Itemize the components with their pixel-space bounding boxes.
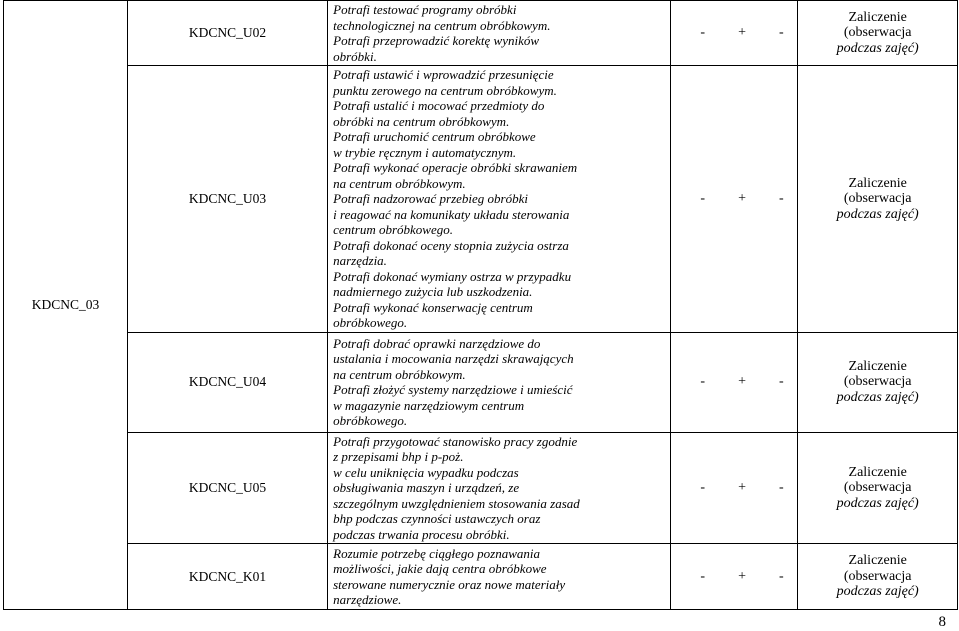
description-line: możliwości, jakie dają centra obróbkowe — [333, 561, 547, 576]
description-line: Potrafi nadzorować przebieg obróbki — [333, 191, 528, 206]
mark-symbol: - — [779, 25, 784, 40]
assessment-method-cell — [798, 332, 958, 432]
description-line: Potrafi wykonać operacje obróbki skrawaniem — [333, 160, 578, 175]
description-line: w trybie ręcznym i automatycznym. — [333, 144, 517, 160]
description-line: Potrafi złożyć systemy narzędziowe i umieścić — [333, 382, 573, 397]
outcome-description-cell — [328, 66, 671, 333]
description-line: punktu zerowego na centrum obróbkowym. — [333, 82, 557, 98]
marks-cell — [670, 332, 798, 432]
outcome-code-cell: KDCNC_U04 — [128, 332, 328, 432]
mark-symbol: + — [738, 190, 746, 206]
description-line: Rozumie potrzebę ciągłego poznawania — [333, 545, 541, 561]
description-line: obróbki. — [333, 48, 377, 64]
description-line: na centrum obróbkowym. — [333, 175, 466, 191]
mark-symbol: - — [700, 374, 705, 389]
outcome-row — [4, 432, 958, 544]
outcome-code-cell: KDCNC_U03 — [128, 66, 328, 333]
outcome-row — [4, 544, 958, 610]
mark-symbol: + — [738, 374, 746, 389]
description-line: i reagować na komunikaty układu sterowania — [333, 206, 570, 222]
marks-cell — [670, 544, 798, 610]
mark-symbol: + — [738, 568, 746, 584]
outcome-row — [4, 332, 958, 432]
assessment-line: (obserwacja — [843, 568, 912, 584]
assessment-method-cell — [798, 544, 958, 610]
description-line: Potrafi testować programy obróbki — [333, 2, 517, 17]
assessment-method-cell — [798, 432, 958, 544]
assessment-method-cell — [798, 66, 958, 333]
assessment-line: Zaliczenie — [848, 464, 907, 480]
outcome-description-cell — [328, 432, 671, 544]
assessment-line: Zaliczenie — [848, 175, 907, 191]
outcome-row — [4, 66, 958, 333]
outcome-description-cell — [328, 544, 671, 610]
outcome-description-cell — [328, 1, 671, 66]
assessment-line: Zaliczenie — [848, 553, 907, 569]
mark-symbol: - — [779, 568, 784, 584]
description-line: z przepisami bhp i p-poż. — [333, 449, 464, 464]
description-line: w celu uniknięcia wypadku podczas — [333, 464, 519, 480]
assessment-line: podczas zajęć) — [836, 495, 919, 511]
description-line: narzędzia. — [333, 253, 387, 268]
description-line: obsługiwania maszyn i urządzeń, ze — [333, 480, 520, 495]
mark-symbol: - — [779, 479, 784, 495]
description-line: Potrafi dokonać oceny stopnia zużycia ostrza — [333, 237, 569, 253]
assessment-line: podczas zajęć) — [836, 206, 919, 222]
page-number: 8 — [938, 614, 946, 630]
description-line: centrum obróbkowego. — [333, 222, 453, 237]
description-line: podczas trwania procesu obróbki. — [333, 526, 510, 542]
outcome-row — [4, 1, 958, 66]
description-line: Potrafi dokonać wymiany ostrza w przypadku — [333, 268, 572, 284]
description-line: Potrafi wykonać konserwację centrum — [333, 299, 533, 315]
mark-symbol: - — [700, 568, 705, 584]
learning-outcomes-table — [3, 0, 958, 610]
description-line: obróbki na centrum obróbkowym. — [333, 113, 510, 129]
assessment-line: (obserwacja — [843, 25, 912, 41]
description-line: technologicznej na centrum obróbkowym. — [333, 17, 551, 33]
outcome-code-cell: KDCNC_K01 — [128, 544, 328, 610]
assessment-line: Zaliczenie — [848, 358, 907, 374]
outcome-description-cell — [328, 332, 671, 432]
assessment-line: (obserwacja — [843, 191, 912, 206]
assessment-line: (obserwacja — [843, 480, 912, 495]
marks-cell — [670, 432, 798, 544]
assessment-line: podczas zajęć) — [836, 40, 919, 56]
description-line: na centrum obróbkowym. — [333, 366, 466, 382]
description-line: narzędziowe. — [333, 592, 402, 607]
description-line: Potrafi ustalić i mocować przedmioty do — [333, 98, 545, 113]
description-line: bhp podczas czynności ustawczych oraz — [333, 511, 541, 526]
unit-code-cell: KDCNC_03 — [4, 1, 128, 610]
assessment-line: Zaliczenie — [848, 9, 907, 25]
mark-symbol: - — [779, 374, 784, 389]
description-line: nadmiernego zużycia lub uszkodzenia. — [333, 284, 533, 299]
description-line: Potrafi ustawić i wprowadzić przesunięcie — [333, 67, 554, 82]
mark-symbol: + — [738, 25, 746, 40]
marks-cell — [670, 1, 798, 66]
description-line: szczególnym uwzględnieniem stosowania zasad — [333, 495, 580, 511]
assessment-line: (obserwacja — [843, 374, 912, 390]
outcome-code-cell: KDCNC_U05 — [128, 432, 328, 544]
mark-symbol: - — [700, 25, 705, 40]
description-line: Potrafi przygotować stanowisko pracy zgodnie — [333, 433, 578, 449]
description-line: Potrafi uruchomić centrum obróbkowe — [333, 129, 536, 144]
description-line: sterowane numerycznie oraz nowe materiały — [333, 576, 566, 592]
assessment-line: podczas zajęć) — [836, 389, 919, 405]
assessment-method-cell — [798, 1, 958, 66]
description-line: obróbkowego. — [333, 315, 408, 330]
description-line: ustalania i mocowania narzędzi skrawających — [333, 351, 574, 366]
description-line: obróbkowego. — [333, 413, 408, 428]
outcome-code-cell: KDCNC_U02 — [128, 1, 328, 66]
assessment-line: podczas zajęć) — [836, 584, 919, 600]
mark-symbol: + — [738, 479, 746, 495]
mark-symbol: - — [779, 190, 784, 206]
description-line: w magazynie narzędziowym centrum — [333, 397, 525, 413]
mark-symbol: - — [700, 479, 705, 495]
marks-cell — [670, 66, 798, 333]
mark-symbol: - — [700, 190, 705, 206]
description-line: Potrafi przeprowadzić korektę wyników — [333, 33, 540, 48]
description-line: Potrafi dobrać oprawki narzędziowe do — [333, 335, 541, 351]
